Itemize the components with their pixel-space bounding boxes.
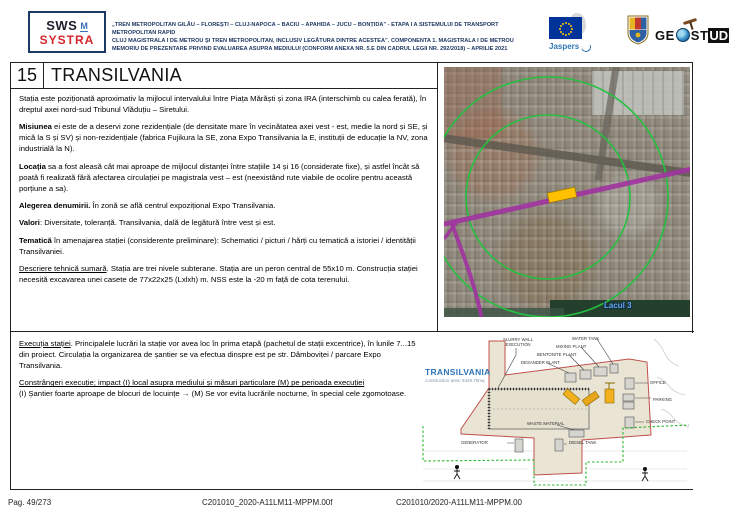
p2-lead: Misiunea [19,122,52,132]
eu-stars-icon [565,28,567,30]
p7-lead: Descriere tehnică sumară [19,264,107,274]
jaspers-label: Jaspers [549,42,580,52]
station-number: 15 [11,63,44,88]
label-slurry-wall [503,337,533,347]
sws-logo-text: SWS [46,17,78,33]
label-mixing-plant: MIXING PLANT [556,344,587,349]
geostud-pickaxe-icon [683,18,697,25]
page-number: Pag. 49/273 [8,498,52,507]
site-plan-title: TRANSILVANIA [425,367,491,377]
label-check-point: CHECK POINT [646,419,676,424]
doc-title-line-1: „TREN METROPOLITAN GILĂU – FLOREȘTI – CLUJ-NAPOCA – BACIU – APAHIDA – JUCU – BONȚIDA” - ETAPA I A SISTEMULUI DE TRANSPORT METROPOLITAN RAPID [112,22,499,37]
p9-text: (I) Șantier foarte aproape de blocuri de locuințe → (M) Se vor evita lucrările nocturne, în special cele zgomotoase. [19,389,407,399]
document-code-right: C201010/2020-A11LM11-MPPM.00 [396,498,522,507]
p3-lead: Locația [19,161,46,171]
p4-lead: Alegerea denumirii. [19,201,91,210]
geostud-logo [655,26,729,44]
p7-rest: . Stația are trei nivele subterane. Stația are un peron central de 55x10 m. Construcția stației necesită excavarea unei casete de 77x22x25 (Lxlxh) m. NSS este la -20 m față de cota terenului. [19,264,418,285]
p8-lead: Execuția stației [19,339,71,348]
jaspers-swoosh-icon [580,41,593,54]
geostud-text-mid: ST [690,27,709,43]
paragraph-technical [19,264,429,286]
document-header-title [112,21,544,53]
p6-lead: Tematică [19,235,52,245]
execution-text [11,333,431,407]
label-office: OFFICE [650,380,666,385]
p5-lead: Valori [19,218,40,228]
p2-rest: ei este de a deservi zone rezidențiale (de densitate mare în vecinătatea axei vest - est, medie la nord și SE, și mică la S și SV) și non-rezidențiale (fabrica Fujikura la SE, zona Expo Transilvania la E, instituții de educație la NV, zona industrială la N). [19,122,428,154]
coat-of-arms-icon [627,15,649,45]
paragraph-theme [19,236,429,258]
geostud-text-left: GE [655,27,675,43]
content-frame [10,62,693,490]
paragraph-position [19,94,429,116]
label-slurry-line2: EXECUTION [505,342,531,348]
label-desander-plant: DESANDER PLANT [521,360,560,365]
eu-flag-icon [549,17,582,39]
paragraph-naming [19,201,429,212]
p8-rest: . Principalele lucrări la stație vor avea loc în prima etapă (pachetul de stații excentrice), în lunile 7...15 din proiect. Circulația la organizarea de șantier se va efectua dinspre est pe str. Dâmboviței / parcare Expo Transilvania. [19,339,416,370]
label-waste-material: WASTE MATERIAL [527,421,565,426]
paragraph-constraints [19,378,423,400]
station-title-row [11,63,438,89]
doc-title-line-3: MEMORIU DE PREZENTARE PRIVIND EVALUAREA ASUPRA MEDIULUI (CONFORM ANEXA NR. 5.E DIN CADRUL LEGII NR. 292/2018) – APRILIE 2021 [112,46,508,53]
site-plan-panel [419,333,694,489]
doc-title-line-2: CLUJ MAGISTRALA I DE METROU ȘI TREN METROPOLITAN, INCLUSIV LEGĂTURA DINTRE ACESTEA”. COMPONENTA 1. MAGISTRALA I DE METROU [112,38,514,45]
p5-rest: : Diversitate, toleranță. Transilvania, dală de legătură între vest și est. [39,218,276,228]
systra-logo-text: SYSTRA [39,32,95,47]
map-overlay-graphic [444,67,690,317]
satellite-map-panel [440,63,694,331]
label-parking: PARKING [653,397,673,402]
paragraph-values [19,218,429,229]
sws-logo-row [46,19,88,32]
label-diesel-tank: DIESEL TANK [569,440,597,445]
sws-systra-logo [28,11,106,53]
label-generator: GENERATOR [461,440,488,445]
p9-heading: Constrângeri execuție; impact (I) local asupra mediului și măsuri particulare (M) pe perioada execuției [19,378,365,388]
geostud-globe-icon [676,28,690,42]
label-bentonite-plant: BENTONITE PLANT [537,352,577,357]
satellite-map-image [444,67,690,317]
site-plan-subtitle: construction area: 5429.75mq [425,378,485,383]
paragraph-execution [19,339,423,372]
p3-rest: sa a fost aleasă cât mai aproape de mijlocul distanței între stațiile 14 și 16 (considerate fixe), și astfel încât să poată fi realizată fără afectarea circulației pe magistrala vest – est (neexistând rute viabile de ocolire pentru această porțiune a sa). [19,161,420,193]
station-name: TRANSILVANIA [51,65,182,85]
document-code-left: C201010_2020-A11LM11-MPPM.00f [202,498,333,507]
p6-rest: în amenajarea stației (considerente preliminare): Schematici / picturi / hărți cu tematică a istoriei / identității Transilvaniei. [19,235,416,256]
horizontal-divider [11,331,694,332]
label-water-tank: WATER TANK [572,336,600,341]
p1-text: Stația este poziționată aproximativ la mijlocul intervalului între Piața Mărăști și zona IRA (interschimb cu calea ferată), în dreptul axei nord-sud Tribunul Vlăduțiu – Siretului. [19,94,427,114]
jaspers-logo [549,42,591,52]
label-slurry-line1: SLURRY WALL [503,337,534,342]
p4-rest: În zonă se află centrul expozițional Expo Transilvania. [90,201,276,210]
paragraph-mission [19,122,429,155]
paragraph-location [19,162,429,195]
lake-label: Lacul 3 [604,301,632,310]
metro-m-icon: M [80,20,88,31]
geostud-text-right: UD [709,27,729,43]
station-description-text [11,89,438,331]
